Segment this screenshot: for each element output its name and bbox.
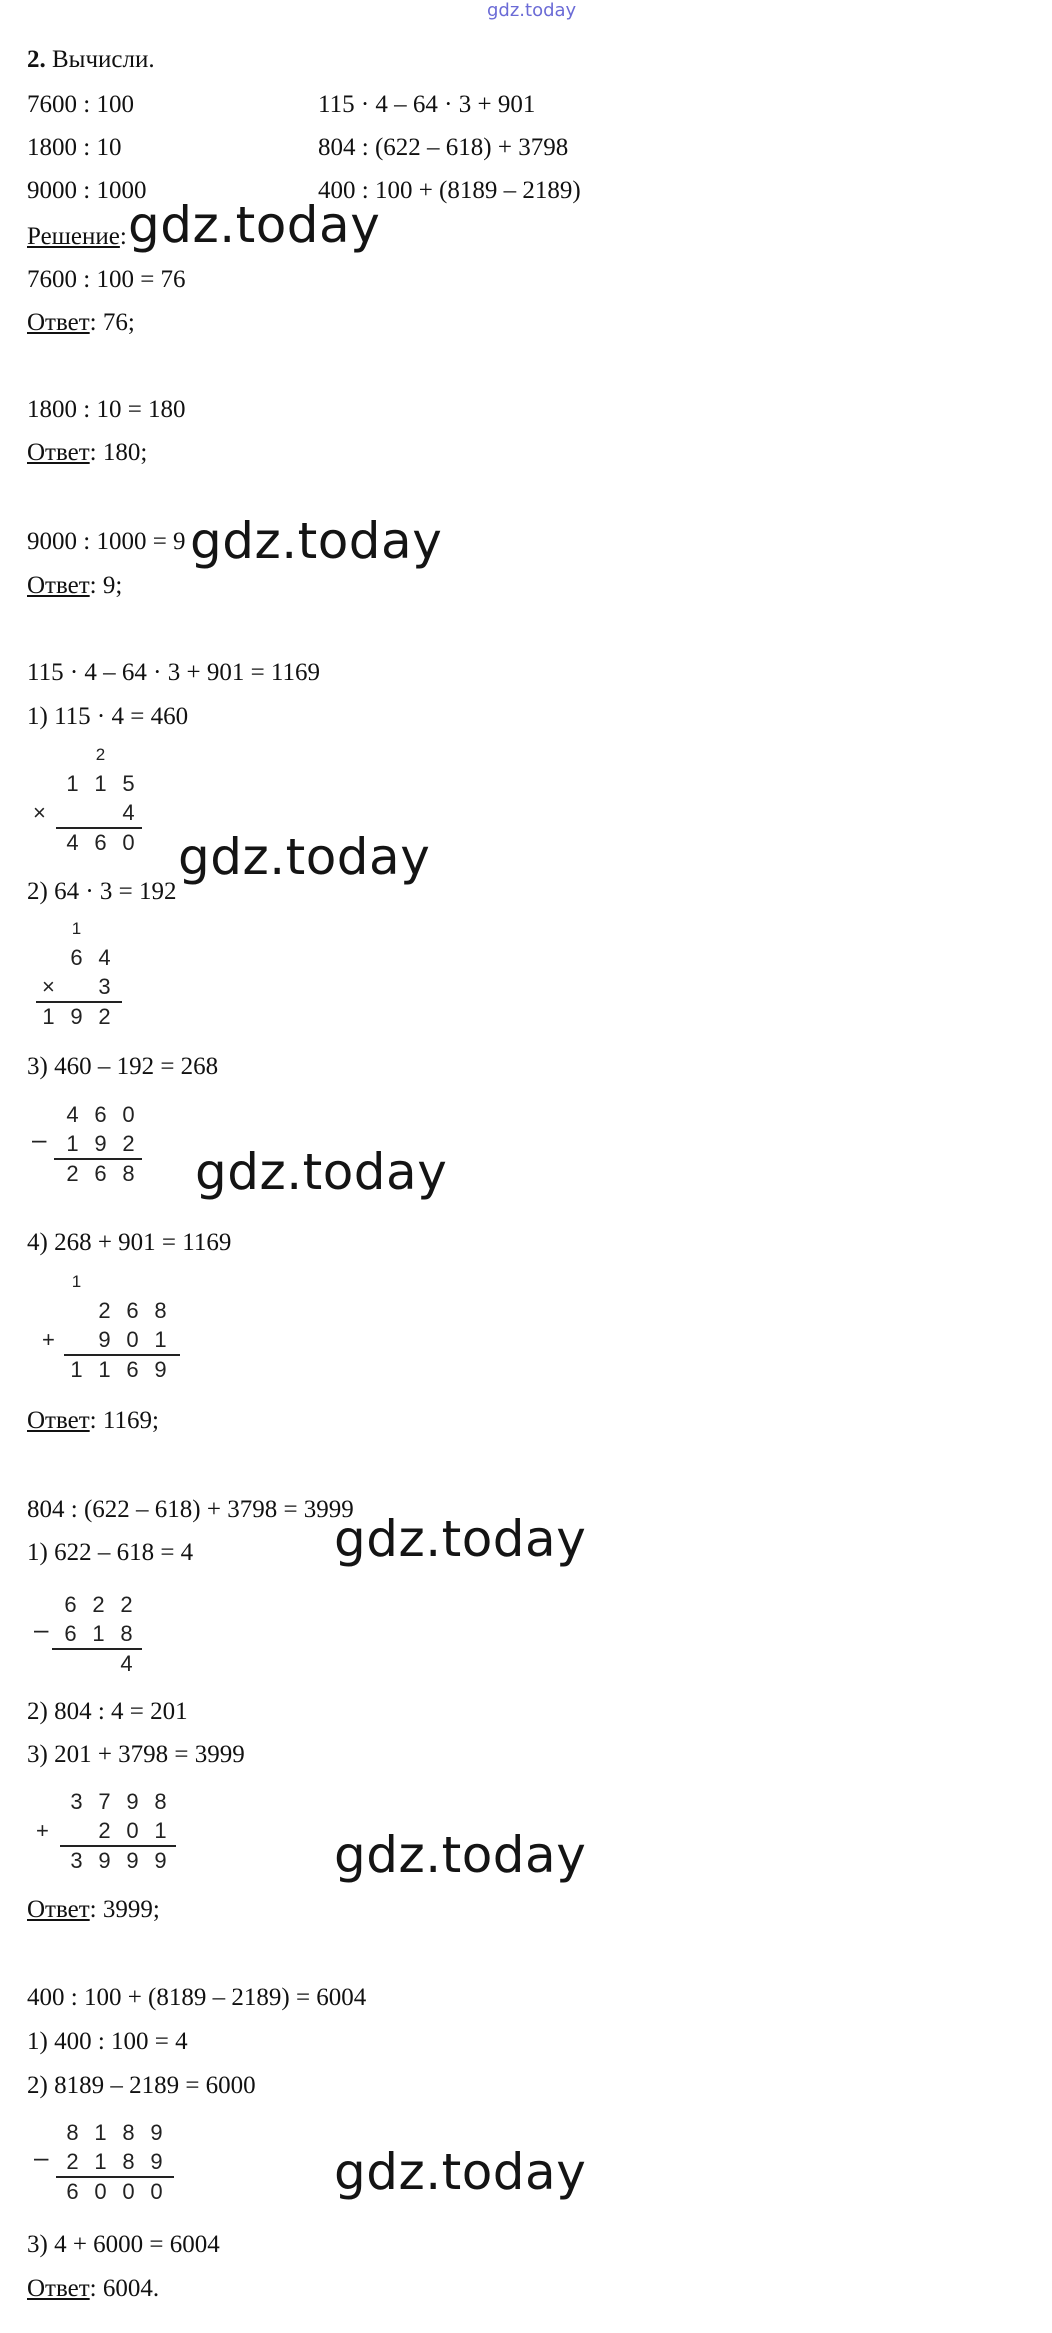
digit: 4 [122, 800, 135, 825]
minus-sign: – [32, 1124, 47, 1154]
answer-label: Ответ [27, 572, 90, 599]
digit: 2 [92, 1592, 105, 1617]
digit: 1 [94, 771, 107, 796]
step-c3: 3) 201 + 3798 = 3999 [27, 1741, 245, 1768]
step-b1: 1) 115 · 4 = 460 [27, 703, 189, 730]
digit: 2 [98, 1298, 111, 1323]
digit: 3 [98, 974, 111, 999]
minus-sign: – [34, 2142, 49, 2172]
digit: 6 [66, 2179, 79, 2204]
answer-label: Ответ [27, 1407, 90, 1434]
digit: 6 [64, 1592, 77, 1617]
answer-value: : 76; [89, 309, 135, 336]
plus-sign: + [36, 1818, 49, 1843]
digit: 1 [94, 2149, 107, 2174]
digit: 0 [122, 1102, 135, 1127]
digit: 1 [94, 2120, 107, 2145]
multiply-sign: × [33, 800, 46, 825]
digit: 9 [98, 1848, 111, 1873]
digit: 5 [122, 771, 135, 796]
digit: 2 [122, 1131, 135, 1156]
digit: 9 [154, 1357, 167, 1382]
answer-label: Ответ [27, 1896, 90, 1923]
digit: 8 [120, 1621, 133, 1646]
digit: 8 [154, 1298, 167, 1323]
answer-line-3 [27, 571, 122, 601]
digit: 2 [66, 1161, 79, 1186]
digit: 2 [98, 1818, 111, 1843]
digit: 2 [98, 1004, 111, 1029]
digit: 1 [154, 1327, 167, 1352]
digit: 1 [42, 1004, 55, 1029]
digit: 1 [70, 1357, 83, 1382]
step-d1: 1) 400 : 100 = 4 [27, 2028, 188, 2055]
digit: 4 [120, 1651, 133, 1676]
digit: 0 [126, 1818, 139, 1843]
watermark: gdz.today [334, 2143, 587, 2201]
digit: 6 [94, 830, 107, 855]
task-right-3: 400 : 100 + (8189 – 2189) [318, 177, 581, 204]
digit: 8 [154, 1789, 167, 1814]
answer-value: : 1169; [89, 1407, 159, 1434]
digit: 6 [70, 945, 83, 970]
task-right-1: 115 · 4 – 64 · 3 + 901 [318, 91, 536, 118]
answer-label: Ответ [27, 439, 90, 466]
watermark: gdz.today [190, 512, 443, 570]
answer-expression-3: 9000 : 1000 = 9 [27, 528, 186, 555]
answer-line-c [27, 1895, 160, 1925]
digit: 0 [150, 2179, 163, 2204]
answer-line-d [27, 2274, 159, 2304]
answer-label: Ответ [27, 2275, 90, 2302]
minus-sign: – [34, 1614, 49, 1644]
carry-digit: 1 [71, 919, 82, 938]
digit: 6 [126, 1298, 139, 1323]
digit: 4 [66, 1102, 79, 1127]
digit: 9 [126, 1848, 139, 1873]
task-heading [27, 45, 155, 75]
watermark: gdz.today [178, 828, 431, 886]
carry-digit: 1 [71, 1272, 82, 1291]
digit: 9 [150, 2149, 163, 2174]
digit: 9 [154, 1848, 167, 1873]
digit: 0 [126, 1327, 139, 1352]
plus-sign: + [42, 1327, 55, 1352]
step-d2: 2) 8189 – 2189 = 6000 [27, 2072, 256, 2099]
answer-value: : 9; [89, 572, 123, 599]
digit: 9 [98, 1327, 111, 1352]
step-b2: 2) 64 · 3 = 192 [27, 878, 177, 905]
expression-d: 400 : 100 + (8189 – 2189) = 6004 [27, 1984, 367, 2011]
task-number: 2. [27, 46, 46, 73]
digit: 9 [94, 1131, 107, 1156]
digit: 4 [98, 945, 111, 970]
step-b4: 4) 268 + 901 = 1169 [27, 1229, 232, 1256]
digit: 6 [94, 1161, 107, 1186]
task-left-3: 9000 : 1000 [27, 177, 147, 204]
digit: 1 [154, 1818, 167, 1843]
carry-digit: 2 [95, 745, 106, 764]
expression-c: 804 : (622 – 618) + 3798 = 3999 [27, 1496, 354, 1523]
watermark: gdz.today [128, 196, 381, 254]
answer-line-2 [27, 438, 147, 468]
task-title: Вычисли. [52, 46, 155, 73]
answer-value: : 180; [89, 439, 148, 466]
digit: 9 [150, 2120, 163, 2145]
digit: 6 [126, 1357, 139, 1382]
digit: 0 [94, 2179, 107, 2204]
digit: 3 [70, 1848, 83, 1873]
multiply-sign: × [42, 974, 55, 999]
step-c2: 2) 804 : 4 = 201 [27, 1698, 188, 1725]
task-left-2: 1800 : 10 [27, 134, 122, 161]
task-left-1: 7600 : 100 [27, 91, 134, 118]
digit: 8 [122, 2149, 135, 2174]
digit: 1 [66, 771, 79, 796]
task-right-2: 804 : (622 – 618) + 3798 [318, 134, 569, 161]
digit: 2 [120, 1592, 133, 1617]
expression-b: 115 · 4 – 64 · 3 + 901 = 1169 [27, 659, 320, 686]
watermark: gdz.today [195, 1143, 448, 1201]
answer-expression-2: 1800 : 10 = 180 [27, 396, 186, 423]
answer-value: : 6004. [89, 2275, 160, 2302]
solution-label: Решение [27, 223, 120, 250]
watermark: gdz.today [334, 1826, 587, 1884]
digit: 8 [122, 2120, 135, 2145]
step-d3: 3) 4 + 6000 = 6004 [27, 2231, 220, 2258]
digit: 1 [92, 1621, 105, 1646]
watermark-top[interactable]: gdz.today [487, 0, 577, 21]
answer-line-b [27, 1406, 159, 1436]
digit: 7 [98, 1789, 111, 1814]
digit: 8 [122, 1161, 135, 1186]
digit: 9 [70, 1004, 83, 1029]
digit: 3 [70, 1789, 83, 1814]
digit: 0 [122, 830, 135, 855]
digit: 6 [64, 1621, 77, 1646]
digit: 4 [66, 830, 79, 855]
solution-heading: Решение: [27, 223, 127, 250]
step-b3: 3) 460 – 192 = 268 [27, 1053, 219, 1080]
answer-label: Ответ [27, 309, 90, 336]
step-c1: 1) 622 – 618 = 4 [27, 1539, 194, 1566]
digit: 8 [66, 2120, 79, 2145]
digit: 0 [122, 2179, 135, 2204]
digit: 1 [98, 1357, 111, 1382]
digit: 1 [66, 1131, 79, 1156]
answer-value: : 3999; [89, 1896, 160, 1923]
digit: 2 [66, 2149, 79, 2174]
digit: 6 [94, 1102, 107, 1127]
watermark: gdz.today [334, 1510, 587, 1568]
digit: 9 [126, 1789, 139, 1814]
answer-expression-1: 7600 : 100 = 76 [27, 266, 186, 293]
answer-line-1 [27, 308, 135, 338]
